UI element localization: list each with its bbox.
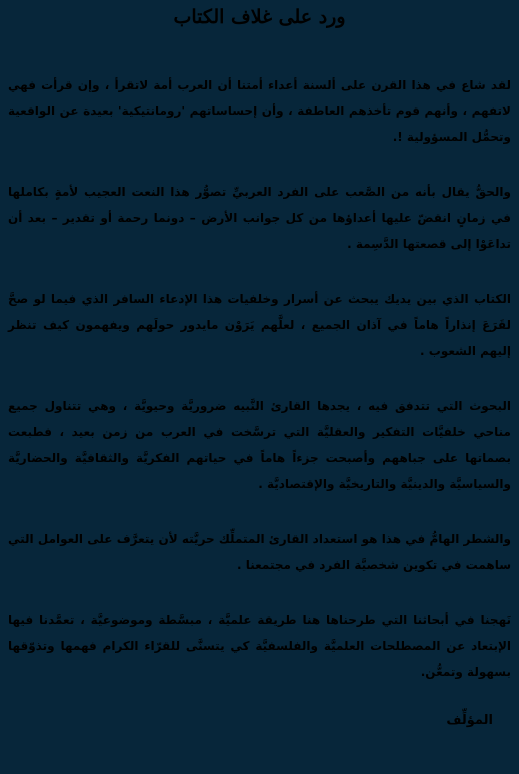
page-title: ورد على غلاف الكتاب (173, 6, 346, 28)
paragraph-4: البحوث التي تتدفق فيه ، يجدها القارئ النَّبيه ضروريَّة وحيويَّة ، وهي تتناول جميع مناحي خلفيَّات التفكير والعقليَّة التي ترسَّخت في العرب من زمن بعيد ، فطبعت بصماتها على جباههم وأصبحت جزءاً هاماً في حياتهم الفكريَّة والثقافيَّة والحضاريَّة والسياسيَّة والدينيَّة والتاريخيَّة والإقتصاديَّة . (8, 399, 511, 491)
paragraph-5: والشطر الهامُّ في هذا هو استعداد القارئ المتملِّك حريَّته لأن يتعرَّف على العوامل التي ساهمت في تكوين شخصيَّة الفرد في مجتمعنا . (8, 532, 511, 572)
author-signature: المؤلِّف (446, 713, 493, 728)
paragraph-6: نَهجنا في أبحاثنا التي طرحناها هنا طريقة علميَّة ، مبسَّطة وموضوعيَّة ، تعمَّدنا فيها الإبتعاد عن المصطلحات العلميَّة والفلسفيَّة كي يتسنَّى للقرّاء الكرام فهمها وتذوّقها بسهولة وتمعُّن. (8, 613, 511, 679)
paragraph-1: لقد شاع في هذا القرن على ألسنة أعداء أمتنا أن العرب أمة لاتقرأ ، وإن قرأت فهي لاتفهم ، وأنهم قوم تأخذهم العاطفة ، وأن إحساساتهم 'رومانتيكية' بعيدة عن الواقعية وتحمُّل المسؤولية !. (8, 78, 511, 144)
paragraph-2: والحقُّ يقال بأنه من الصَّعب على الفرد العربيِّ تصوُّر هذا النعت العجيب لأمةٍ بكاملها في زمانٍ انقضّ عليها أعداؤها من كل جوانب الأرض – دونما رحمة أو تقدير – بعد أن تداعَوْا إلى قصعتها الدَّسِمة . (8, 185, 511, 251)
paragraph-3: الكتاب الذي بين يديك يبحث عن أسرار وخلفيات هذا الإدعاء السافر الذي فيما لو صحَّ لقَرَعَ إنذاراً هاماً في آذان الجميع ، لعلَّهم يَرَوْن مايدور حولَهم ويفهمون كيف تنظر إليهم الشعوب . (8, 292, 511, 358)
